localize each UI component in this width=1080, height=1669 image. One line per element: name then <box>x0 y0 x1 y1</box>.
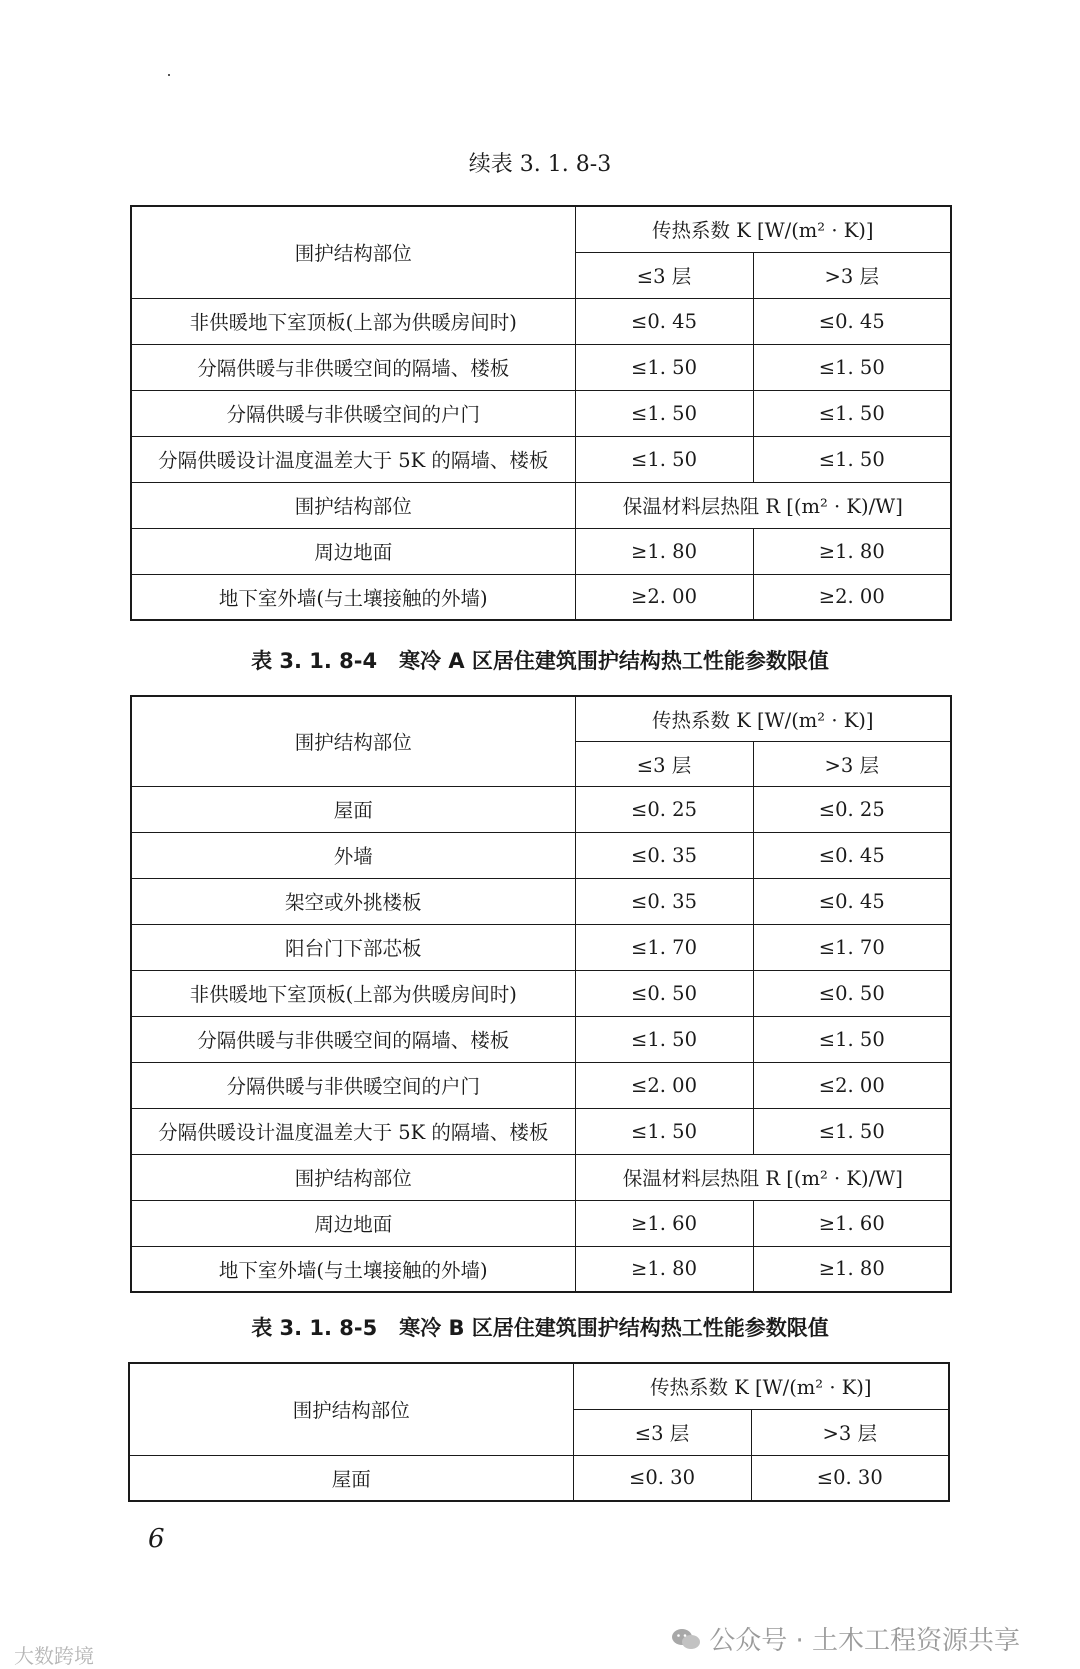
row-name: 阳台门下部芯板 <box>131 924 575 970</box>
header-col-high: >3 层 <box>753 252 951 298</box>
row-name: 分隔供暖设计温度温差大于 5K 的隔墙、楼板 <box>131 436 575 482</box>
row-value-low: ≤2. 00 <box>575 1062 753 1108</box>
row-value-low: ≤1. 50 <box>575 344 753 390</box>
row-name: 屋面 <box>129 1455 573 1501</box>
header-col-high: >3 层 <box>751 1409 949 1455</box>
row-name: 周边地面 <box>131 528 575 574</box>
row-value-high: ≤0. 45 <box>753 878 951 924</box>
header-col-high: >3 层 <box>753 741 951 786</box>
r-header-part-label: 围护结构部位 <box>131 482 575 528</box>
table-row <box>131 436 951 482</box>
row-name: 外墙 <box>131 832 575 878</box>
table-row <box>131 574 951 620</box>
table-row <box>131 924 951 970</box>
row-value-low: ≤0. 30 <box>573 1455 751 1501</box>
table-row <box>131 1108 951 1154</box>
row-value-high: ≤0. 25 <box>753 786 951 832</box>
r-header-part-label: 围护结构部位 <box>131 1154 575 1200</box>
table-row <box>131 1246 951 1292</box>
row-value-high: ≤1. 50 <box>753 344 951 390</box>
table-row <box>131 970 951 1016</box>
header-col-low: ≤3 层 <box>573 1409 751 1455</box>
header-col-low: ≤3 层 <box>575 741 753 786</box>
header-k-label: 传热系数 K [W/(m² · K)] <box>575 206 951 252</box>
header-part-label: 围护结构部位 <box>129 1363 573 1455</box>
watermark <box>671 1620 1020 1657</box>
row-value-low: ≤1. 50 <box>575 436 753 482</box>
row-name: 屋面 <box>131 786 575 832</box>
scan-speck <box>168 74 170 76</box>
row-name: 分隔供暖与非供暖空间的隔墙、楼板 <box>131 1016 575 1062</box>
row-value-low: ≥1. 80 <box>575 1246 753 1292</box>
row-value-high: ≤0. 45 <box>753 832 951 878</box>
row-value-low: ≥1. 60 <box>575 1200 753 1246</box>
table-3-caption: 表 3. 1. 8-5 寒冷 B 区居住建筑围护结构热工性能参数限值 <box>251 1316 829 1340</box>
row-name: 地下室外墙(与土壤接触的外墙) <box>131 1246 575 1292</box>
table-2-caption: 表 3. 1. 8-4 寒冷 A 区居住建筑围护结构热工性能参数限值 <box>251 649 829 673</box>
row-value-high: ≤0. 45 <box>753 298 951 344</box>
row-value-high: ≤1. 50 <box>753 390 951 436</box>
watermark-left: 大数跨境 <box>14 1644 94 1668</box>
page-number: 6 <box>148 1524 165 1554</box>
row-value-low: ≥2. 00 <box>575 574 753 620</box>
row-value-low: ≥1. 80 <box>575 528 753 574</box>
row-value-high: ≤0. 50 <box>753 970 951 1016</box>
table-2 <box>130 695 952 1293</box>
r-header-label: 保温材料层热阻 R [(m² · K)/W] <box>575 482 951 528</box>
row-name: 分隔供暖设计温度温差大于 5K 的隔墙、楼板 <box>131 1108 575 1154</box>
row-name: 非供暖地下室顶板(上部为供暖房间时) <box>131 298 575 344</box>
table-row <box>131 878 951 924</box>
watermark-text: 公众号 · 土木工程资源共享 <box>709 1626 1020 1656</box>
row-value-low: ≤0. 35 <box>575 878 753 924</box>
row-name: 非供暖地下室顶板(上部为供暖房间时) <box>131 970 575 1016</box>
row-value-high: ≤1. 50 <box>753 1108 951 1154</box>
header-k-label: 传热系数 K [W/(m² · K)] <box>573 1363 949 1409</box>
row-name: 分隔供暖与非供暖空间的户门 <box>131 1062 575 1108</box>
row-value-low: ≤1. 70 <box>575 924 753 970</box>
table-row <box>131 1062 951 1108</box>
row-name: 分隔供暖与非供暖空间的隔墙、楼板 <box>131 344 575 390</box>
table-row <box>131 344 951 390</box>
row-name: 地下室外墙(与土壤接触的外墙) <box>131 574 575 620</box>
row-value-low: ≤0. 35 <box>575 832 753 878</box>
row-value-high: ≥2. 00 <box>753 574 951 620</box>
row-value-low: ≤0. 45 <box>575 298 753 344</box>
wechat-icon <box>671 1627 701 1651</box>
row-value-high: ≥1. 80 <box>753 528 951 574</box>
row-value-low: ≤0. 50 <box>575 970 753 1016</box>
table-row <box>131 298 951 344</box>
row-value-low: ≤1. 50 <box>575 1108 753 1154</box>
row-name: 分隔供暖与非供暖空间的户门 <box>131 390 575 436</box>
row-value-high: ≥1. 80 <box>753 1246 951 1292</box>
table-row <box>129 1455 949 1501</box>
table-1-caption: 续表 3. 1. 8-3 <box>468 152 612 177</box>
table-1 <box>130 205 952 621</box>
table-row <box>131 1200 951 1246</box>
table-row <box>131 528 951 574</box>
row-name: 周边地面 <box>131 1200 575 1246</box>
row-value-low: ≤0. 25 <box>575 786 753 832</box>
table-row <box>131 832 951 878</box>
row-value-high: ≤1. 70 <box>753 924 951 970</box>
table-3 <box>128 1362 950 1502</box>
header-col-low: ≤3 层 <box>575 252 753 298</box>
row-value-low: ≤1. 50 <box>575 390 753 436</box>
row-value-high: ≤0. 30 <box>751 1455 949 1501</box>
row-value-low: ≤1. 50 <box>575 1016 753 1062</box>
r-header-label: 保温材料层热阻 R [(m² · K)/W] <box>575 1154 951 1200</box>
table-row <box>131 1016 951 1062</box>
row-value-high: ≤1. 50 <box>753 436 951 482</box>
table-row <box>131 390 951 436</box>
row-value-high: ≤1. 50 <box>753 1016 951 1062</box>
row-value-high: ≤2. 00 <box>753 1062 951 1108</box>
row-value-high: ≥1. 60 <box>753 1200 951 1246</box>
header-part-label: 围护结构部位 <box>131 206 575 298</box>
header-part-label: 围护结构部位 <box>131 696 575 786</box>
row-name: 架空或外挑楼板 <box>131 878 575 924</box>
header-k-label: 传热系数 K [W/(m² · K)] <box>575 696 951 741</box>
table-row <box>131 786 951 832</box>
